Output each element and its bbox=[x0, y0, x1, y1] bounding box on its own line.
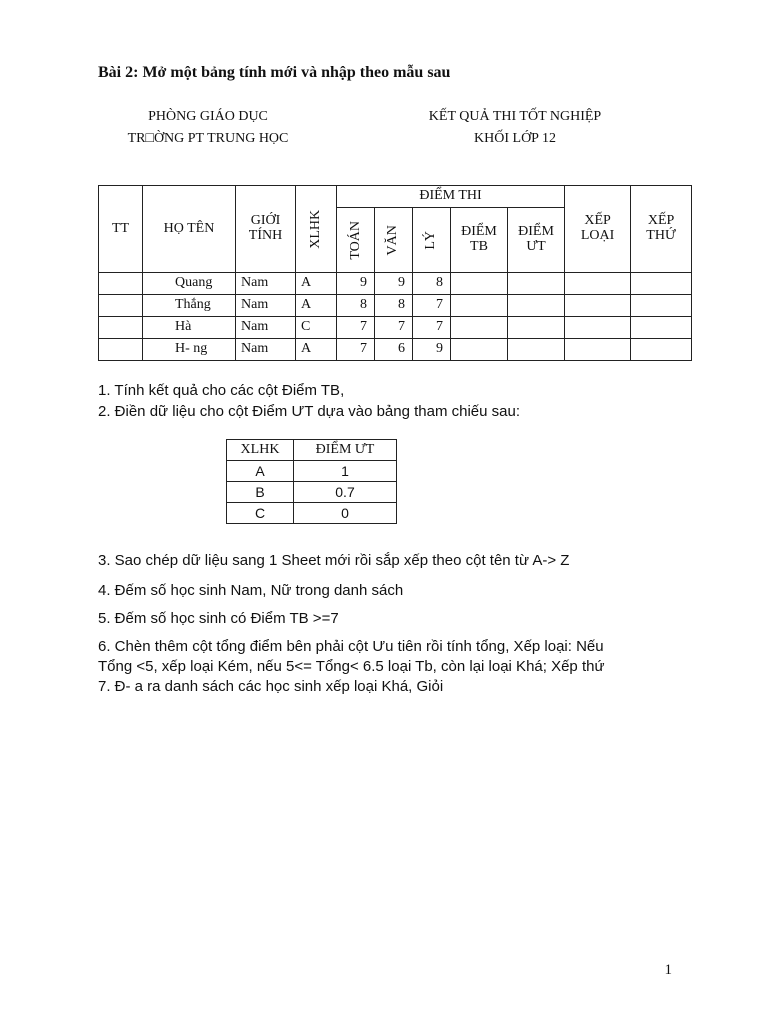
cell-xlhk: A bbox=[296, 295, 337, 317]
ref-cell-xlhk: B bbox=[227, 482, 294, 503]
cell-ho-ten: Quang bbox=[143, 273, 236, 295]
header-toan-label: TOÁN bbox=[347, 220, 363, 260]
cell-xep-thu bbox=[631, 339, 692, 361]
header-grade: KHỐI LỚP 12 bbox=[474, 131, 556, 146]
table-row bbox=[227, 503, 397, 524]
table-row bbox=[99, 317, 692, 339]
page-number: 1 bbox=[664, 962, 672, 978]
task-7: 7. Đ- a ra danh sách các học sinh xếp loại Khá, Giỏi bbox=[98, 678, 444, 695]
cell-van: 9 bbox=[375, 273, 413, 295]
cell-diem-ut bbox=[508, 295, 565, 317]
cell-diem-tb bbox=[451, 339, 508, 361]
ref-cell-xlhk: C bbox=[227, 503, 294, 524]
cell-toan: 8 bbox=[337, 295, 375, 317]
cell-gioi-tinh: Nam bbox=[236, 317, 296, 339]
cell-ly: 8 bbox=[413, 273, 451, 295]
cell-diem-ut bbox=[508, 339, 565, 361]
header-xep-loai-line2: LOẠI bbox=[580, 228, 615, 243]
cell-ho-ten: Thắng bbox=[143, 295, 236, 317]
header-result-title: KẾT QUẢ THI TỐT NGHIỆP bbox=[428, 109, 602, 124]
header-van-label: VĂN bbox=[385, 224, 401, 256]
task-6-line2: Tổng <5, xếp loại Kém, nếu 5<= Tổng< 6.5 loại Tb, còn lại loại Khá; Xếp thứ bbox=[98, 658, 605, 675]
cell-ho-ten: H- ng bbox=[143, 339, 236, 361]
cell-toan: 7 bbox=[337, 317, 375, 339]
cell-diem-tb bbox=[451, 273, 508, 295]
header-diem-ut bbox=[508, 208, 565, 273]
table-row bbox=[99, 295, 692, 317]
ref-header-diem-ut: ĐIỂM ƯT bbox=[294, 440, 397, 461]
cell-van: 7 bbox=[375, 317, 413, 339]
cell-gioi-tinh: Nam bbox=[236, 273, 296, 295]
cell-diem-ut bbox=[508, 317, 565, 339]
cell-xep-loai bbox=[565, 339, 631, 361]
header-diem-tb bbox=[451, 208, 508, 273]
table-row bbox=[99, 273, 692, 295]
header-diem-tb-line2: TB bbox=[470, 239, 488, 254]
header-diem-thi: ĐIỂM THI bbox=[337, 186, 565, 208]
header-diem-ut-line2: ƯT bbox=[526, 239, 546, 254]
header-xep-thu bbox=[631, 186, 692, 273]
cell-diem-ut bbox=[508, 273, 565, 295]
header-ly bbox=[413, 208, 451, 273]
header-ho-ten: HỌ TÊN bbox=[143, 186, 236, 273]
ref-header-xlhk: XLHK bbox=[227, 440, 294, 461]
header-van bbox=[375, 208, 413, 273]
ref-cell-diem: 0.7 bbox=[294, 482, 397, 503]
header-tt: TT bbox=[99, 186, 143, 273]
table-row bbox=[227, 461, 397, 482]
cell-gioi-tinh: Nam bbox=[236, 339, 296, 361]
cell-toan: 7 bbox=[337, 339, 375, 361]
cell-tt bbox=[99, 273, 143, 295]
header-xlhk-label: XLHK bbox=[307, 209, 323, 249]
header-gioi-tinh-line1: GIỚI bbox=[250, 213, 281, 229]
task-5: 5. Đếm số học sinh có Điểm TB >=7 bbox=[98, 610, 339, 627]
task-1: 1. Tính kết quả cho các cột Điểm TB, bbox=[98, 382, 345, 399]
header-ly-label: LÝ bbox=[423, 230, 439, 250]
task-6-line1: 6. Chèn thêm cột tổng điểm bên phải cột Ưu tiên rồi tính tổng, Xếp loại: Nếu bbox=[98, 638, 604, 655]
cell-xlhk: A bbox=[296, 339, 337, 361]
task-2: 2. Điền dữ liệu cho cột Điểm ƯT dựa vào bảng tham chiếu sau: bbox=[98, 403, 521, 420]
table-row bbox=[99, 339, 692, 361]
table-row bbox=[227, 482, 397, 503]
ref-cell-diem: 0 bbox=[294, 503, 397, 524]
cell-xep-thu bbox=[631, 273, 692, 295]
cell-tt bbox=[99, 339, 143, 361]
header-gioi-tinh-line2: TÍNH bbox=[248, 228, 283, 243]
task-3: 3. Sao chép dữ liệu sang 1 Sheet mới rồi sắp xếp theo cột tên từ A-> Z bbox=[98, 552, 570, 569]
cell-ly: 9 bbox=[413, 339, 451, 361]
cell-xep-thu bbox=[631, 295, 692, 317]
results-table bbox=[98, 185, 692, 361]
cell-diem-tb bbox=[451, 317, 508, 339]
header-toan bbox=[337, 208, 375, 273]
cell-xep-loai bbox=[565, 317, 631, 339]
cell-tt bbox=[99, 295, 143, 317]
exercise-title: Bài 2: Mở một bảng tính mới và nhập theo mẫu sau bbox=[98, 64, 451, 81]
cell-gioi-tinh: Nam bbox=[236, 295, 296, 317]
header-department: PHÒNG GIÁO DỤC bbox=[148, 109, 268, 124]
header-xep-loai-line1: XẾP bbox=[584, 213, 611, 229]
cell-xep-loai bbox=[565, 295, 631, 317]
cell-xlhk: C bbox=[296, 317, 337, 339]
header-xlhk bbox=[296, 186, 337, 273]
header-school: TR□ỜNG PT TRUNG HỌC bbox=[127, 131, 289, 146]
header-xep-thu-line1: XẾP bbox=[647, 213, 675, 229]
ref-cell-xlhk: A bbox=[227, 461, 294, 482]
ref-cell-diem: 1 bbox=[294, 461, 397, 482]
cell-ly: 7 bbox=[413, 317, 451, 339]
reference-table bbox=[226, 439, 397, 524]
header-diem-tb-line1: ĐIỂM bbox=[461, 224, 497, 240]
cell-ho-ten: Hà bbox=[143, 317, 236, 339]
task-4: 4. Đếm số học sinh Nam, Nữ trong danh sách bbox=[98, 582, 404, 599]
header-gioi-tinh bbox=[236, 186, 296, 273]
cell-van: 8 bbox=[375, 295, 413, 317]
cell-xep-thu bbox=[631, 317, 692, 339]
cell-toan: 9 bbox=[337, 273, 375, 295]
cell-van: 6 bbox=[375, 339, 413, 361]
cell-diem-tb bbox=[451, 295, 508, 317]
cell-xlhk: A bbox=[296, 273, 337, 295]
header-xep-loai bbox=[565, 186, 631, 273]
header-diem-ut-line1: ĐIỂM bbox=[518, 224, 554, 240]
cell-ly: 7 bbox=[413, 295, 451, 317]
cell-tt bbox=[99, 317, 143, 339]
cell-xep-loai bbox=[565, 273, 631, 295]
header-xep-thu-line2: THỨ bbox=[646, 228, 676, 243]
